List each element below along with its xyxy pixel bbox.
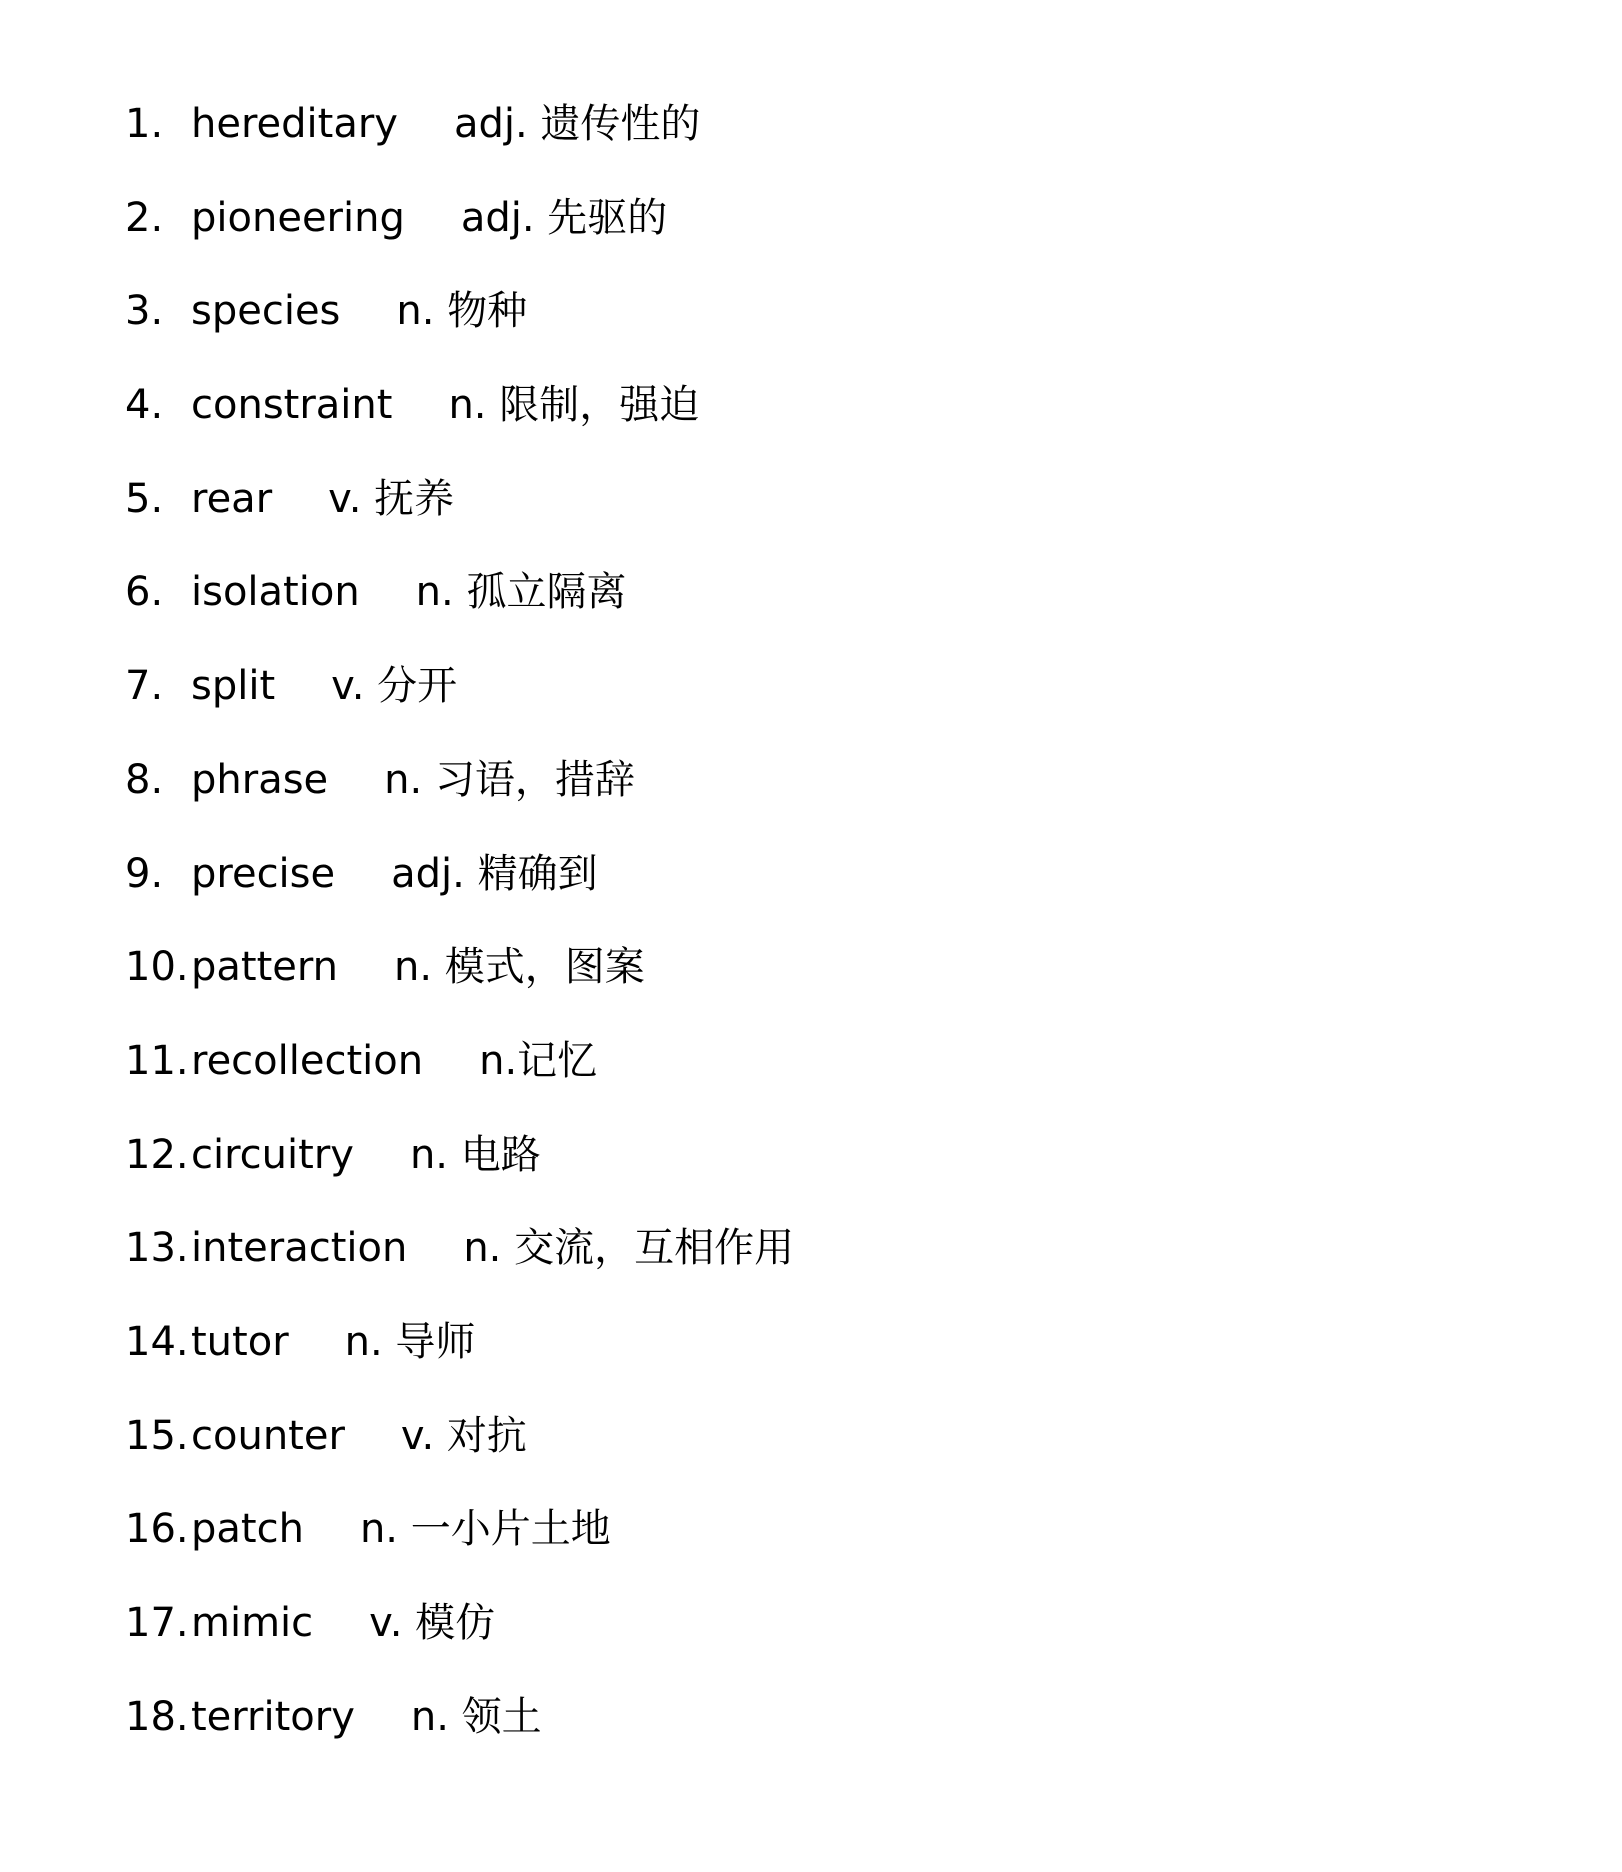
item-number: 15. (125, 1412, 189, 1459)
item-number: 5. (125, 475, 164, 522)
item-meaning: v. 分开 (331, 663, 458, 710)
item-number: 13. (125, 1225, 189, 1272)
item-meaning: n. 电路 (409, 1131, 541, 1178)
list-item (125, 1224, 794, 1318)
item-word: mimic (191, 1600, 314, 1646)
list-item (125, 1693, 794, 1787)
item-number: 2. (125, 194, 164, 241)
item-meaning: adj. 先驱的 (460, 194, 668, 241)
item-word: pattern (191, 944, 338, 991)
item-number: 1. (125, 101, 164, 147)
item-number: 3. (125, 288, 164, 335)
item-word: interaction (191, 1225, 408, 1272)
item-meaning: v. 抚养 (328, 475, 455, 522)
item-meaning: v. 对抗 (400, 1412, 527, 1459)
item-meaning: n. 孤立隔离 (415, 569, 627, 616)
item-number: 9. (125, 850, 164, 897)
item-meaning: n. 导师 (344, 1318, 476, 1365)
item-number: 7. (125, 663, 164, 710)
list-item (125, 475, 794, 569)
item-number: 12. (125, 1131, 189, 1178)
item-meaning: adj. 遗传性的 (453, 101, 701, 147)
item-word: counter (191, 1412, 345, 1459)
list-item (125, 662, 794, 756)
item-word: rear (191, 475, 273, 522)
item-word: isolation (191, 569, 360, 616)
item-number: 18. (125, 1693, 189, 1740)
item-word: circuitry (191, 1131, 354, 1178)
list-item (125, 850, 794, 944)
item-meaning: n. 领土 (410, 1693, 542, 1740)
item-word: tutor (191, 1318, 289, 1365)
item-word: recollection (191, 1037, 424, 1084)
item-word: split (191, 663, 276, 710)
list-item (125, 568, 794, 662)
item-number: 11. (125, 1037, 189, 1084)
item-meaning: v. 模仿 (369, 1600, 496, 1646)
item-meaning: n. 交流，互相作用 (463, 1225, 795, 1272)
item-word: hereditary (191, 101, 398, 147)
item-number: 4. (125, 382, 164, 429)
item-word: pioneering (191, 194, 405, 241)
list-item (125, 1599, 794, 1693)
list-item (125, 194, 794, 288)
item-word: precise (191, 850, 336, 897)
vocabulary-list (125, 100, 794, 1786)
list-item (125, 1505, 794, 1599)
item-number: 8. (125, 756, 164, 803)
item-meaning: n.记忆 (479, 1037, 598, 1084)
list-item (125, 1412, 794, 1506)
item-word: species (191, 288, 341, 335)
item-word: constraint (191, 382, 393, 429)
item-number: 14. (125, 1318, 189, 1365)
list-item (125, 1318, 794, 1412)
item-number: 6. (125, 569, 164, 616)
item-word: territory (191, 1693, 355, 1740)
item-meaning: n. 习语，措辞 (384, 756, 635, 803)
list-item (125, 943, 794, 1037)
list-item (125, 287, 794, 381)
item-meaning: n. 物种 (396, 288, 528, 335)
list-item (125, 100, 794, 194)
item-word: patch (191, 1506, 304, 1553)
item-number: 16. (125, 1506, 189, 1553)
list-item (125, 1131, 794, 1225)
item-meaning: n. 限制，强迫 (448, 382, 700, 429)
item-number: 10. (125, 944, 189, 991)
item-word: phrase (191, 756, 329, 803)
list-item (125, 1037, 794, 1131)
item-meaning: n. 模式，图案 (393, 944, 645, 991)
list-item (125, 381, 794, 475)
item-meaning: adj. 精确到 (391, 850, 598, 897)
item-meaning: n. 一小片土地 (359, 1506, 611, 1553)
item-number: 17. (125, 1600, 189, 1646)
list-item (125, 756, 794, 850)
